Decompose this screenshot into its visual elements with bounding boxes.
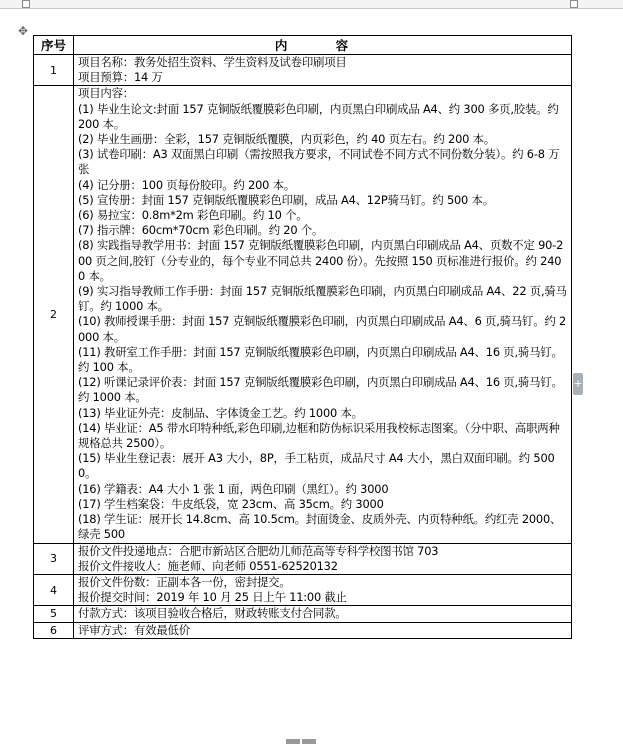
content-line: (11) 教研室工作手册：封面 157 克铜版纸覆膜彩色印刷，内页黑白印刷成品 A4、16 页,骑马钉。约 100 本。 [78,344,563,375]
content-line: (2) 毕业生画册：全彩，157 克铜版纸覆膜，内页彩色，约 40 页左右。约 200 本。 [78,132,495,147]
content-line: (14) 毕业证：A5 带水印特种纸,彩色印刷,边框和防伪标识采用我校标志图案。（分中职、高职两种规格总共 2500）。 [78,420,560,451]
table-row [34,543,572,574]
content-line: 评审方式：有效最低价 [78,622,190,637]
content-line: 项目内容： [78,86,134,101]
content-line: (3) 试卷印刷：A3 双面黑白印刷（需按照我方要求，不同试卷不同方式不同份数分装）。约 6-8 万张 [78,147,560,177]
row-content [74,55,572,86]
ruler-bar [0,0,623,9]
content-line: 项目预算：14 万 [78,70,163,85]
row-number: 3 [34,543,74,574]
content-line: (6) 易拉宝：0.8m*2m 彩色印刷。约 10 个。 [78,208,308,223]
row-number: 1 [34,55,74,86]
row-number: 4 [34,574,74,605]
header-row [34,36,572,55]
table-row [34,86,572,543]
table-row [34,622,572,638]
row-content [74,622,572,638]
table-row [34,606,572,622]
row-content [74,86,572,543]
add-column-icon[interactable]: + [573,373,583,395]
content-line: 项目名称：教务处招生资料、学生资料及试卷印刷项目 [78,55,347,69]
content-line: (1) 毕业生论文:封面 157 克铜版纸覆膜彩色印刷，内页黑白印刷成品 A4、约 300 多页,胶装。约 200 本。 [78,101,559,131]
row-content [74,574,572,605]
row-content [74,543,572,574]
content-line: (13) 毕业证外壳：皮制品、字体烫金工艺。约 1000 本。 [78,405,363,420]
content-line: (4) 记分册：100 页每份胶印。约 200 本。 [78,177,295,192]
content-line: (18) 学生证：展开长 14.8cm、高 10.5cm。封面烫金、皮质外壳、内页特种纸。约红壳 2000、绿壳 500 [78,512,562,542]
content-line: (7) 指示牌：60cm*70cm 彩色印刷。约 20 个。 [78,223,324,238]
content-line: (12) 听课记录评价表：封面 157 克铜版纸覆膜彩色印刷，内页黑白印刷成品 A4、16 页,骑马钉。约 1000 本。 [78,375,563,405]
content-line: 报价文件接收人：施老师、向老师 0551-62520132 [78,558,338,573]
content-line: 报价提交时间：2019 年 10 月 25 日上午 11:00 截止 [78,590,347,605]
content-line: (8) 实践指导教学用书：封面 157 克铜版纸覆膜彩色印刷，内页黑白印刷成品 A4、页数不定 90-200 页之间,胶钉（分专业的，每个专业不同总共 2400 份）。先按照 150 页标准进行报价。约 2400 本。 [78,238,564,283]
content-line: (16) 学籍表：A4 大小 1 张 1 面，两色印刷（黑红）。约 3000 [78,481,389,496]
table-row [34,574,572,605]
content-line: (10) 教师授课手册：封面 157 克铜版纸覆膜彩色印刷，内页黑白印刷成品 A4、6 页,骑马钉。约 2000 本。 [78,314,567,344]
content-line: 报价文件份数：正副本各一份，密封提交。 [78,574,291,589]
table-move-icon[interactable]: ✥ [17,24,29,38]
table-grip-right[interactable] [302,739,316,744]
header-number: 序号 [34,36,74,55]
content-line: (5) 宣传册：封面 157 克铜版纸覆膜彩色印刷，成品 A4、12P骑马钉。约 500 本。 [78,192,494,207]
content-line: (15) 毕业生登记表：展开 A3 大小，8P，手工粘页，成品尺寸 A4 大小，黑白双面印刷。约 5000。 [78,451,555,481]
resize-handle-top-left[interactable] [22,0,30,8]
row-content [74,606,572,622]
procurement-table [33,35,572,639]
header-content: 内 容 [74,36,572,55]
content-line: (17) 学生档案袋：牛皮纸袋，宽 23cm、高 35cm。约 3000 [78,496,384,511]
row-number: 6 [34,622,74,638]
resize-handle-top-right[interactable] [570,0,578,8]
table-grip-left[interactable] [286,739,300,744]
content-line: 付款方式：该项目验收合格后，财政转账支付合同款。 [78,606,347,621]
content-line: (9) 实习指导教师工作手册：封面 157 克铜版纸覆膜彩色印刷，内页黑白印刷成品 A4、22 页,骑马钉。约 1000 本。 [78,284,567,314]
row-number: 2 [34,86,74,543]
table-row [34,55,572,86]
row-number: 5 [34,606,74,622]
content-line: 报价文件投递地点：合肥市新站区合肥幼儿师范高等专科学校图书馆 703 [78,543,439,558]
